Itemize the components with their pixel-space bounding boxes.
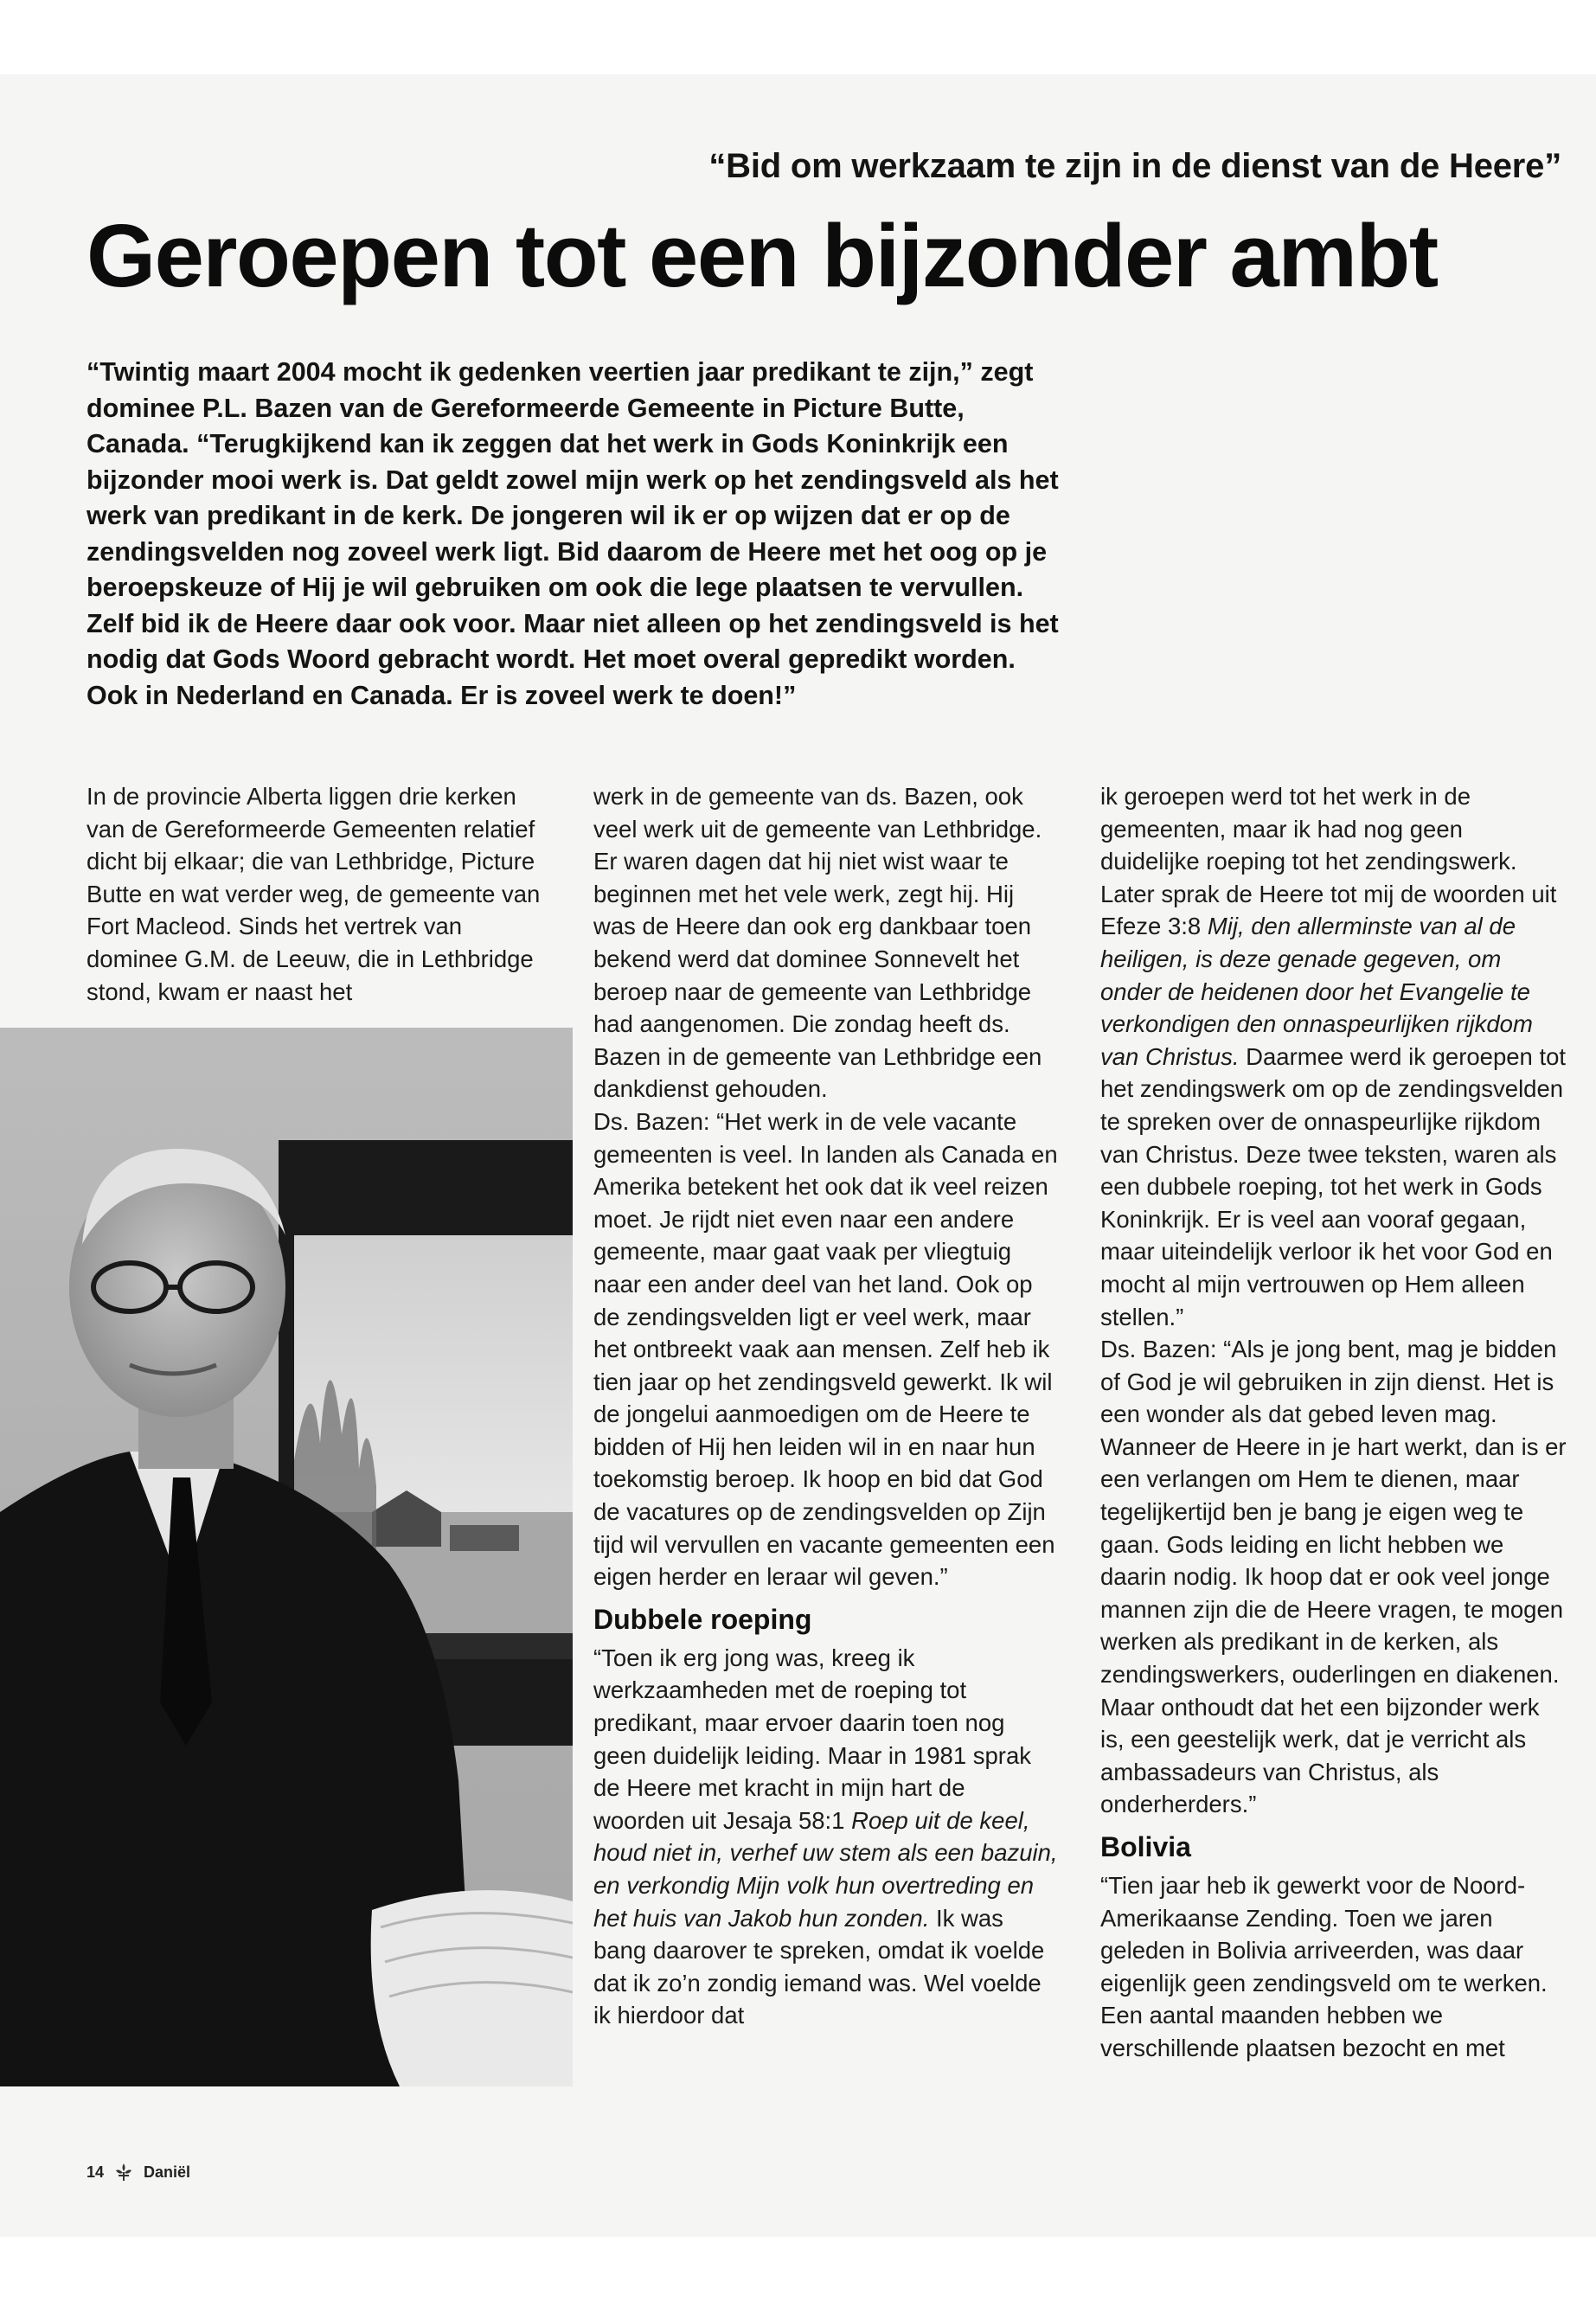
- subheading-dubbele-roeping: Dubbele roeping: [593, 1603, 812, 1635]
- page-number: 14: [87, 2163, 105, 2181]
- column-2: [593, 780, 1061, 2032]
- column-1-paragraph: In de provincie Alberta liggen drie kerken van de Gereformeerde Gemeenten relatief dicht bij elkaar; die van Lethbridge, Picture Butte en wat verder weg, de gemeente van Fort Macleod. Sinds het vertrek van dominee G.M. de Leeuw, die in Lethbridge stond, kwam er naast het: [87, 783, 541, 1005]
- article-kicker: “Bid om werkzaam te zijn in de dienst van de Heere”: [708, 147, 1561, 185]
- column-2-paragraph-3: “Toen ik erg jong was, kreeg ik werkzaamheden met de roeping tot predikant, maar ervoer daarin toen nog geen duidelijk leiding. Maar in 1981 sprak de Heere met kracht in mijn hart de woorden uit Jesaja 58:1 Roep uit de keel, houd niet in, verhef uw stem als een bazuin, en verkondig Mijn volk hun overtreding en het huis van Jakob hun zonden. Ik was bang daarover te spreken, omdat ik voelde dat ik zo’n zondig iemand was. Wel voelde ik hierdoor dat: [593, 1644, 1058, 2029]
- column-1: [87, 780, 554, 1008]
- portrait-photo-illustration: [0, 1028, 573, 2086]
- magazine-name: Daniël: [144, 2163, 191, 2181]
- column-2-paragraph-1: werk in de gemeente van ds. Bazen, ook veel werk uit de gemeente van Lethbridge. Er waren dagen dat hij niet wist waar te beginnen met het vele werk, zegt hij. Hij was de Heere dan ook erg dankbaar toen bekend werd dat dominee Sonnevelt het beroep naar de gemeente van Lethbridge had aangenomen. Die zondag heeft ds. Bazen in de gemeente van Lethbridge een dankdienst gehouden.: [593, 783, 1042, 1103]
- column-3-paragraph-2: Ds. Bazen: “Als je jong bent, mag je bidden of God je wil gebruiken in zijn dienst. Het is een wonder als dat gebed leven mag. Wanneer de Heere in je hart werkt, dan is er een verlangen om Hem te dienen, maar tegelijkertijd ben je bang je eigen weg te gaan. Gods leiding en licht hebben we daarin nodig. Ik hoop dat er ook veel jonge mannen zijn die de Heere vragen, te mogen werken als predikant in de kerken, als zendingswerkers, ouderlingen en diakenen. Maar onthoudt dat het een bijzonder werk is, een geestelijk werk, dat je verricht als ambassadeurs van Christus, als onderherders.”: [1100, 1336, 1567, 1818]
- fleur-ornament-icon: [112, 2163, 135, 2182]
- subheading-bolivia: Bolivia: [1100, 1831, 1191, 1862]
- column-3-paragraph-3: “Tien jaar heb ik gewerkt voor de Noord-Amerikaanse Zending. Toen we jaren geleden in Bolivia arriveerden, was daar eigenlijk geen zendingsveld om te werken. Een aantal maanden hebben we verschillende plaatsen bezocht en met: [1100, 1872, 1548, 2061]
- bible-quote-efeze: Mij, den allerminste van al de heiligen, is deze genade gegeven, om onder de heidenen door het Evangelie te verkondigen den onnaspeurlijken rijkdom van Christus.: [1100, 913, 1533, 1070]
- article-headline: Geroepen tot een bijzonder ambt: [87, 206, 1438, 305]
- article-intro: “Twintig maart 2004 mocht ik gedenken veertien jaar predikant te zijn,” zegt dominee P.L. Bazen van de Gereformeerde Gemeente in Picture Butte, Canada. “Terugkijkend kan ik zeggen dat het werk in Gods Koninkrijk een bijzonder mooi werk is. Dat geldt zowel mijn werk op het zendingsveld als het werk van predikant in de kerk. De jongeren wil ik er op wijzen dat er op de zendingsvelden nog zoveel werk ligt. Bid daarom de Heere met het oog op je beroepskeuze of Hij je wil gebruiken om ook die lege plaatsen te vervullen. Zelf bid ik de Heere daar ook voor. Maar niet alleen op het zendingsveld is het nodig dat Gods Woord gebracht wordt. Het moet overal gepredikt worden. Ook in Nederland en Canada. Er is zoveel werk te doen!”: [87, 357, 1059, 710]
- page-footer: [87, 2163, 190, 2182]
- column-3: [1100, 780, 1567, 2065]
- column-3-paragraph-1: ik geroepen werd tot het werk in de gemeenten, maar ik had nog geen duidelijke roeping tot het zendingswerk. Later sprak de Heere tot mij de woorden uit Efeze 3:8 Mij, den allerminste van al de heiligen, is deze genade gegeven, om onder de heidenen door het Evangelie te verkondigen den onnaspeurlijken rijkdom van Christus. Daarmee werd ik geroepen tot het zendingswerk om op de zendingsvelden te spreken over de onnaspeurlijke rijkdom van Christus. Deze twee teksten, waren als een dubbele roeping, tot het werk in Gods Koninkrijk. Er is veel aan vooraf gegaan, maar uiteindelijk verloor ik het voor God en mocht al mijn vertrouwen op Hem alleen stellen.”: [1100, 783, 1567, 1330]
- bible-quote-jesaja: Roep uit de keel, houd niet in, verhef uw stem als een bazuin, en verkondig Mijn volk hun overtreding en het huis van Jakob hun zonden.: [593, 1806, 1058, 1932]
- column-2-paragraph-2: Ds. Bazen: “Het werk in de vele vacante gemeenten is veel. In landen als Canada en Amerika betekent het ook dat ik veel reizen moet. Je rijdt niet even naar een andere gemeente, maar gaat vaak per vliegtuig naar een ander deel van het land. Ook op de zendingsvelden ligt er veel werk, maar het ontbreekt vaak aan mensen. Zelf heb ik tien jaar op het zendingsveld gewerkt. Ik wil de jongelui aanmoedigen om de Heere te bidden of Hij hen leiden wil in en naar hun toekomstig beroep. Ik hoop en bid dat God de vacatures op de zendingsvelden op Zijn tijd wil vervullen en vacante gemeenten een eigen herder en leraar wil geven.”: [593, 1107, 1058, 1591]
- portrait-photo: [0, 1028, 573, 2086]
